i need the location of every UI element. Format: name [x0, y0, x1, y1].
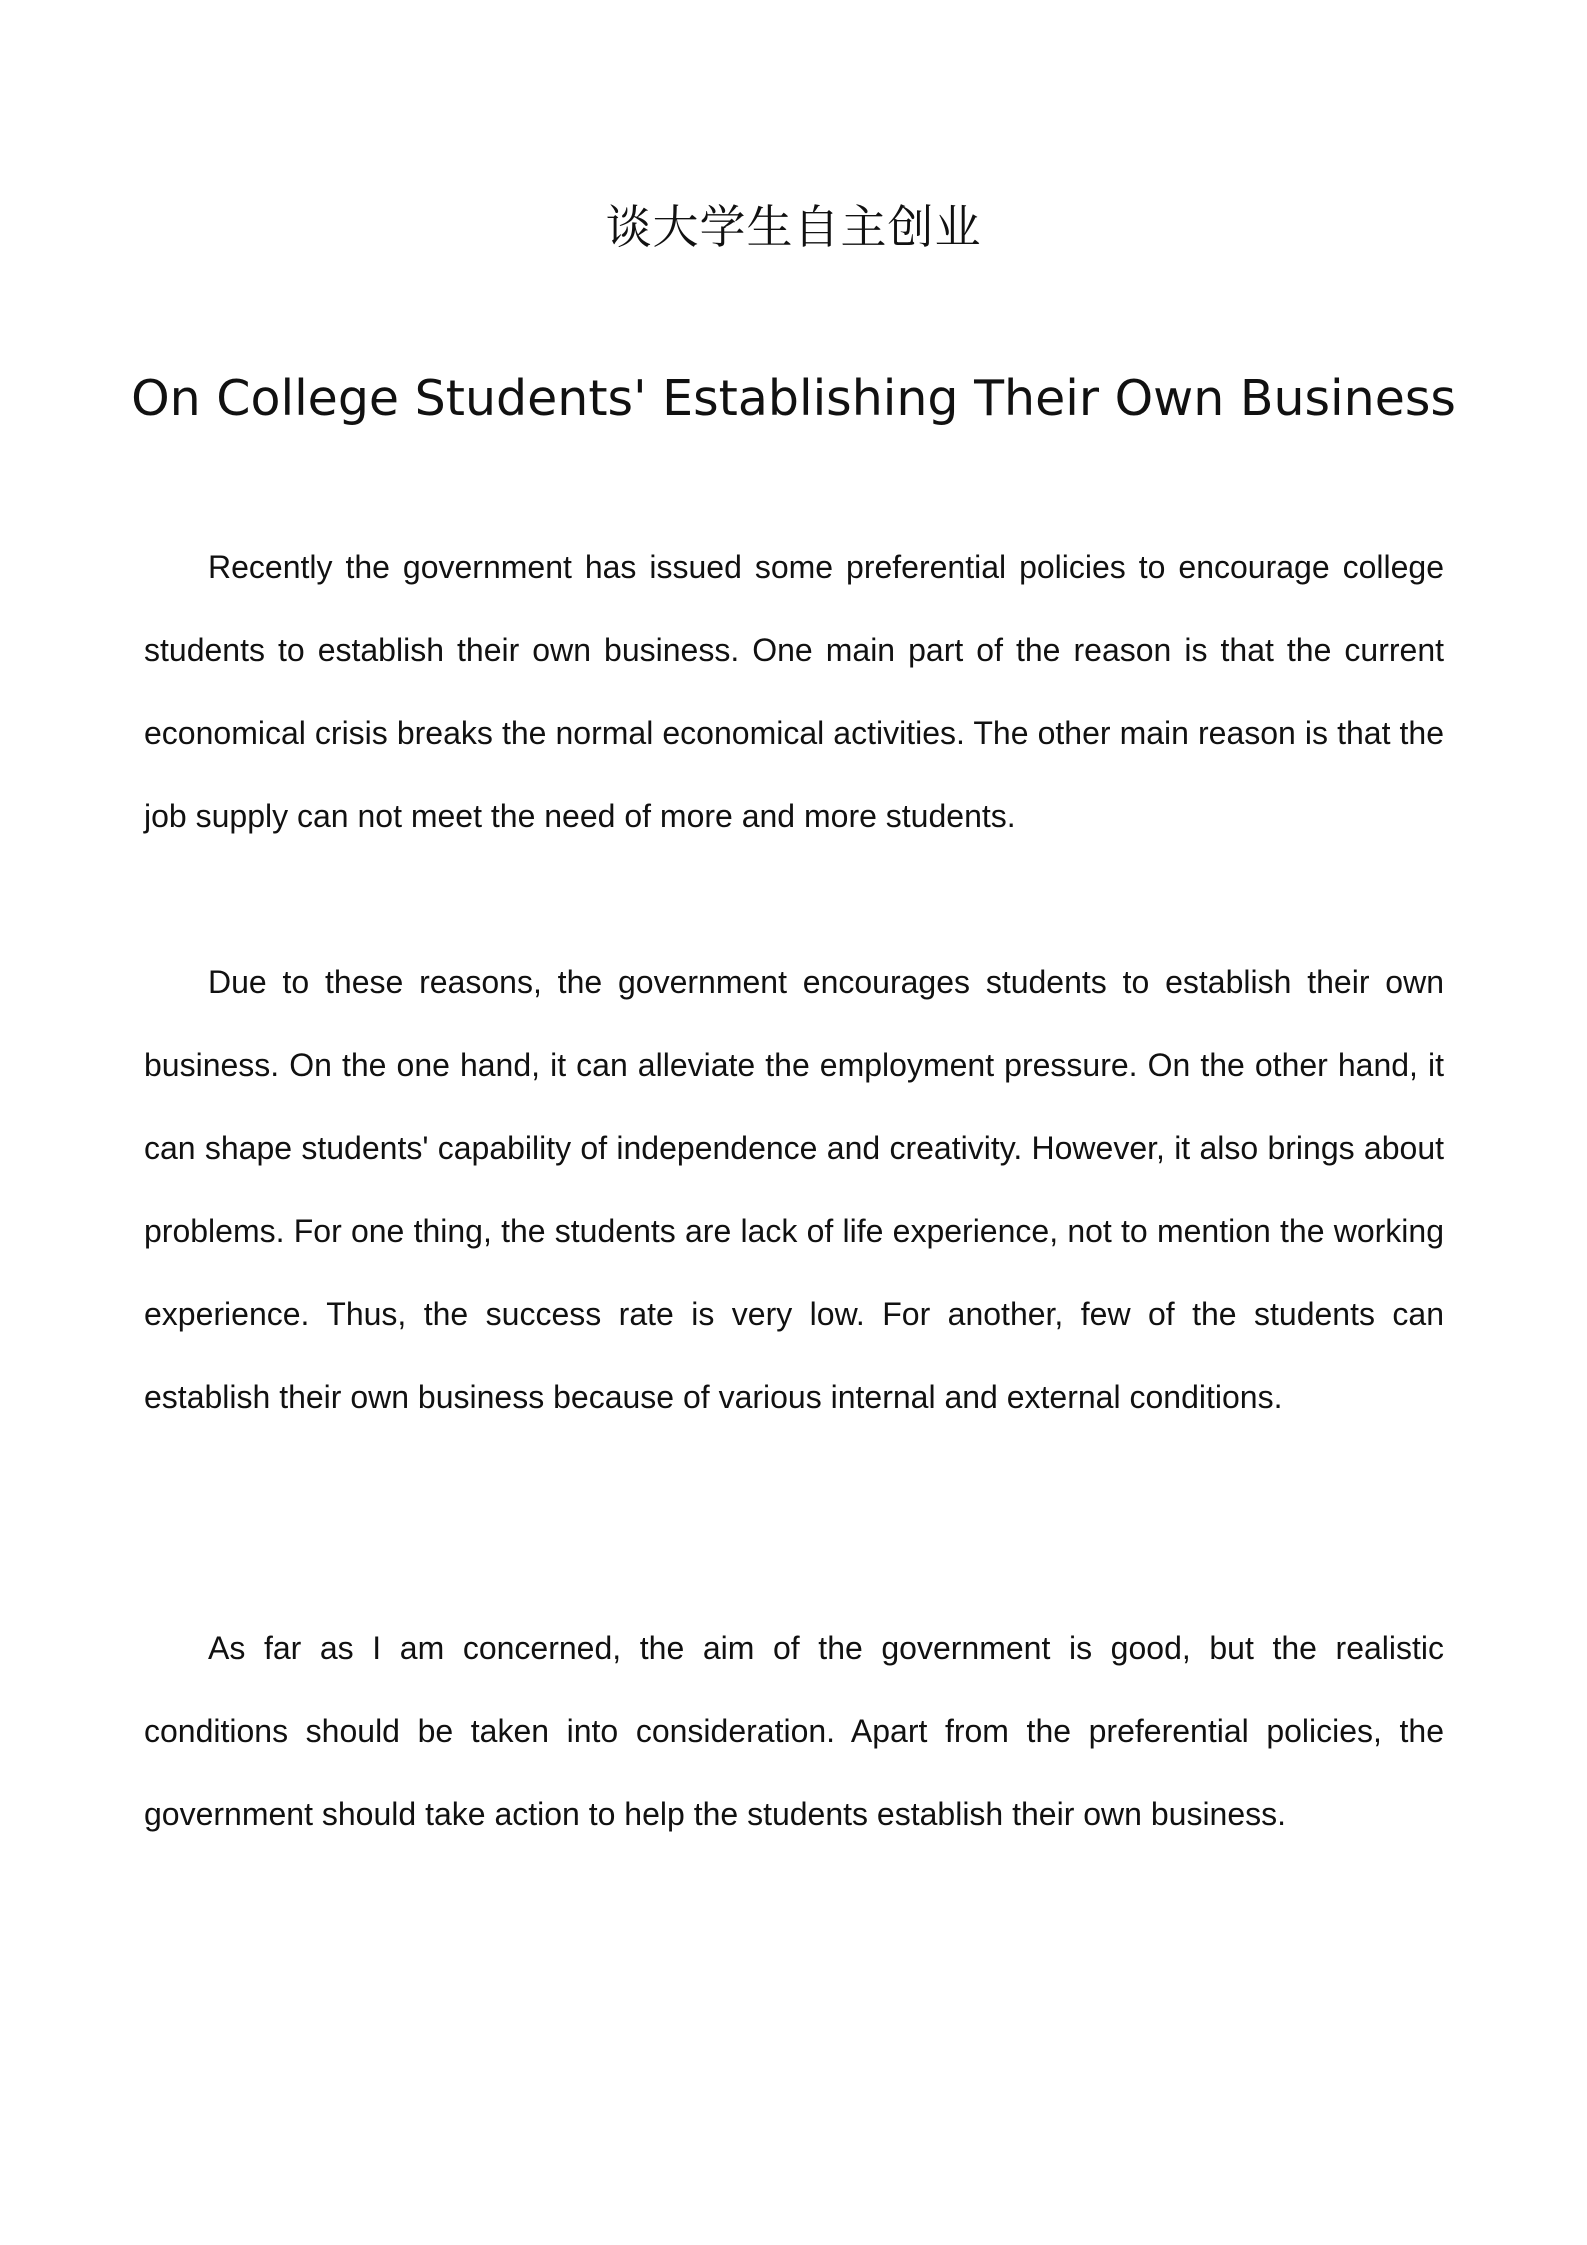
english-title: On College Students' Establishing Their Own Business	[131, 370, 1456, 427]
essay-paragraph-2	[144, 941, 1444, 1439]
essay-paragraph-3	[144, 1607, 1444, 1856]
paragraph-text: Due to these reasons, the government encourages students to establish their own business. On the one hand, it can alleviate the employment pressure. On the other hand, it can shape students' capability of independence and creativity. However, it also brings about problems. For one thing, the students are lack of life experience, not to mention the working experience. Thus, the success rate is very low. For another, few of the students can establish their own business because of various internal and external conditions.	[144, 964, 1444, 1415]
chinese-title: 谈大学生自主创业	[605, 200, 982, 254]
essay-paragraph-1	[144, 526, 1444, 858]
paragraph-text: Recently the government has issued some preferential policies to encourage college students to establish their own business. One main part of the reason is that the current economical crisis breaks the normal economical activities. The other main reason is that the job supply can not meet the need of more and more students.	[144, 549, 1444, 834]
paragraph-text: As far as I am concerned, the aim of the government is good, but the realistic conditions should be taken into consideration. Apart from the preferential policies, the government should take action to help the students establish their own business.	[144, 1630, 1444, 1832]
